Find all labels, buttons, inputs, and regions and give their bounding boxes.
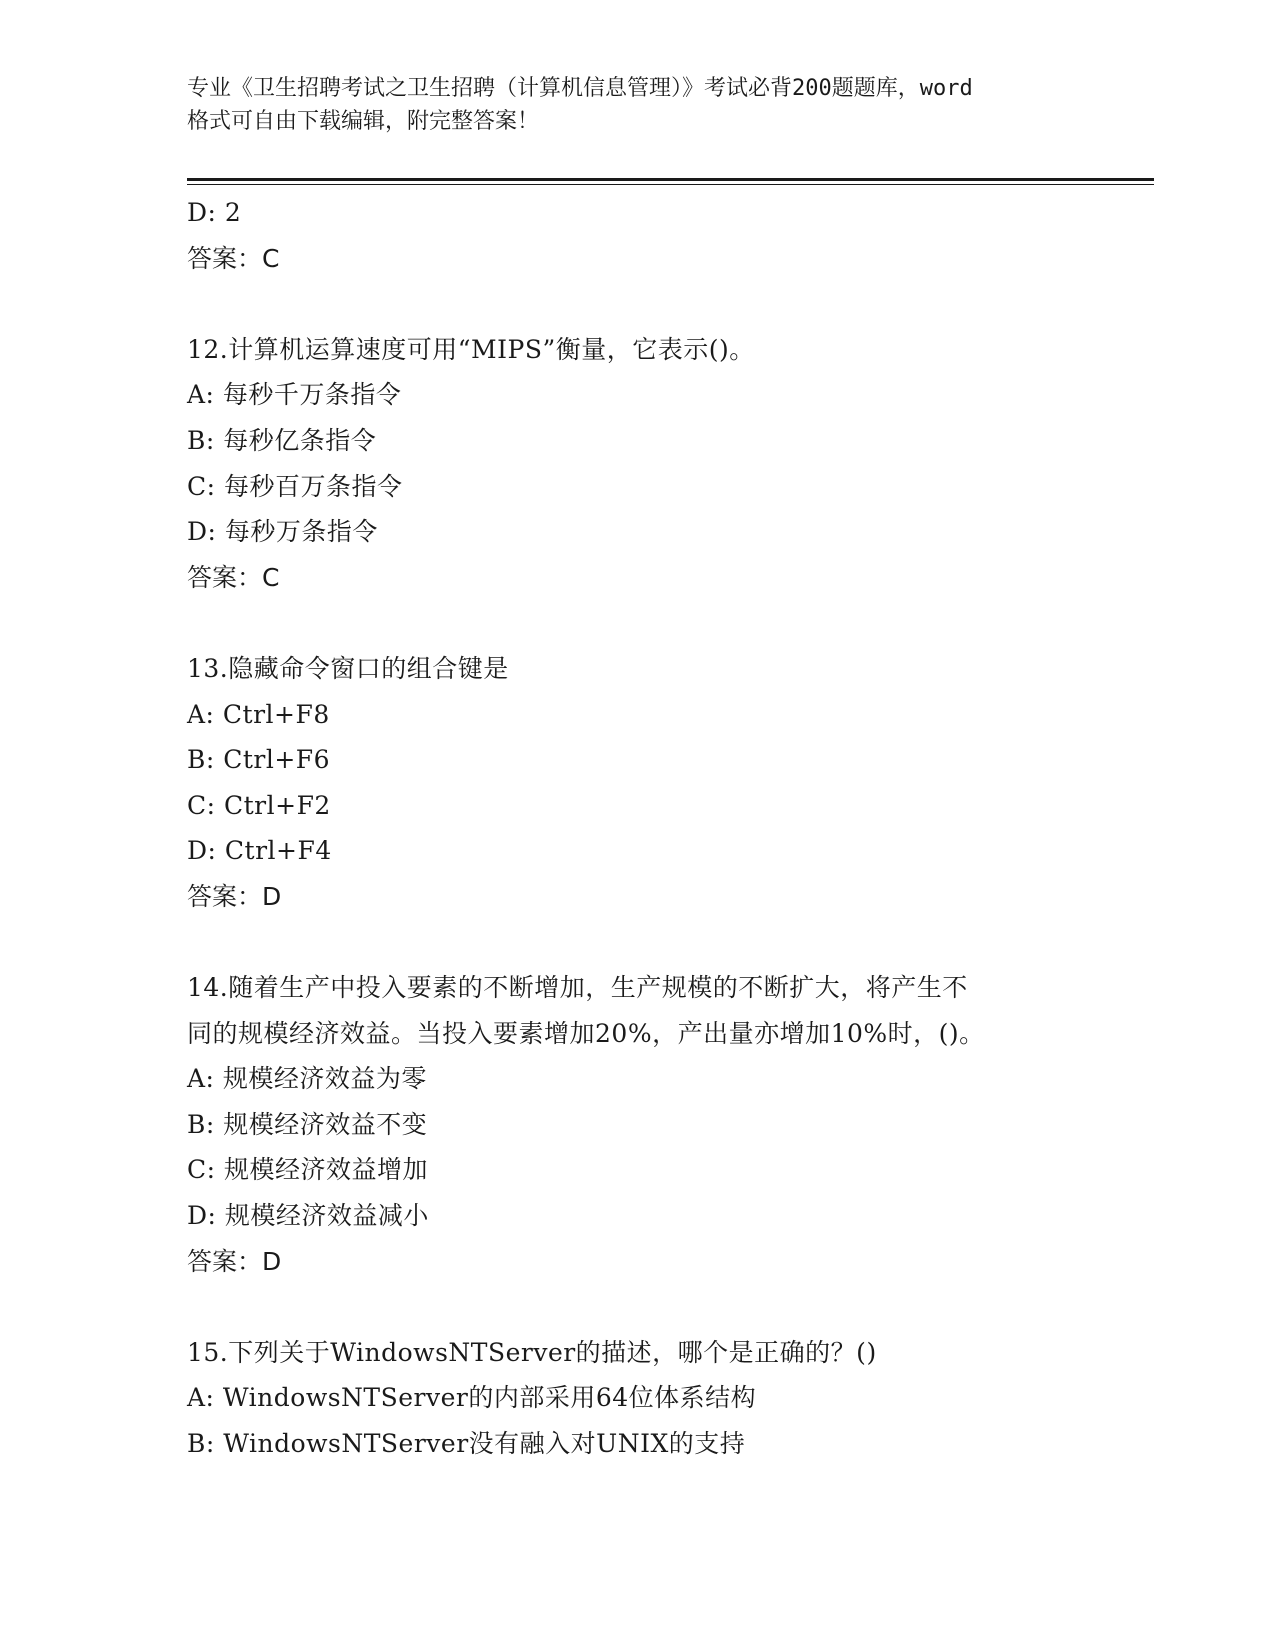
header-line-1: 专业《卫生招聘考试之卫生招聘（计算机信息管理）》考试必背200题题库，word xyxy=(187,76,973,101)
document-body xyxy=(187,190,1087,1467)
option-c: C: Ctrl+F2 xyxy=(187,790,331,820)
question-stem: 12.计算机运算速度可用“MIPS”衡量，它表示()。 xyxy=(187,334,755,364)
option-b: B: 规模经济效益不变 xyxy=(187,1109,428,1139)
spacer xyxy=(187,920,1087,966)
option-d: D: 每秒万条指令 xyxy=(187,517,378,547)
option-a: A: WindowsNTServer的内部采用64位体系结构 xyxy=(187,1383,757,1413)
spacer xyxy=(187,1284,1087,1330)
header-rule-thin xyxy=(187,184,1154,185)
option-c: C: 规模经济效益增加 xyxy=(187,1155,428,1185)
option-d: D: 规模经济效益减小 xyxy=(187,1201,429,1231)
option-d: D: 2 xyxy=(187,198,242,227)
option-a: A: Ctrl+F8 xyxy=(187,699,330,729)
question-14 xyxy=(187,965,1087,1284)
question-stem: 15.下列关于WindowsNTServer的描述，哪个是正确的？() xyxy=(187,1337,877,1367)
question-11-tail xyxy=(187,190,1087,281)
option-a: A: 规模经济效益为零 xyxy=(187,1064,427,1094)
answer: 答案：D xyxy=(187,881,282,911)
spacer xyxy=(187,600,1087,646)
option-b: B: Ctrl+F6 xyxy=(187,745,331,775)
answer: 答案：D xyxy=(187,1246,282,1276)
question-12 xyxy=(187,327,1087,601)
question-stem: 14.随着生产中投入要素的不断增加，生产规模的不断扩大，将产生不 xyxy=(187,973,968,1003)
spacer xyxy=(187,281,1087,327)
answer: 答案：C xyxy=(187,562,280,592)
question-15 xyxy=(187,1330,1087,1467)
option-a: A: 每秒千万条指令 xyxy=(187,380,402,410)
question-stem-continued: 同的规模经济效益。当投入要素增加20%，产出量亦增加10%时，()。 xyxy=(187,1018,985,1048)
question-13 xyxy=(187,646,1087,920)
option-c: C: 每秒百万条指令 xyxy=(187,471,403,501)
header-rule-thick xyxy=(187,178,1154,181)
header-line-2: 格式可自由下载编辑，附完整答案！ xyxy=(187,109,540,134)
document-header xyxy=(187,72,1087,138)
option-b: B: 每秒亿条指令 xyxy=(187,425,377,455)
option-b: B: WindowsNTServer没有融入对UNIX的支持 xyxy=(187,1429,746,1459)
answer: 答案：C xyxy=(187,243,280,273)
question-stem: 13.隐藏命令窗口的组合键是 xyxy=(187,653,509,683)
option-d: D: Ctrl+F4 xyxy=(187,836,332,866)
